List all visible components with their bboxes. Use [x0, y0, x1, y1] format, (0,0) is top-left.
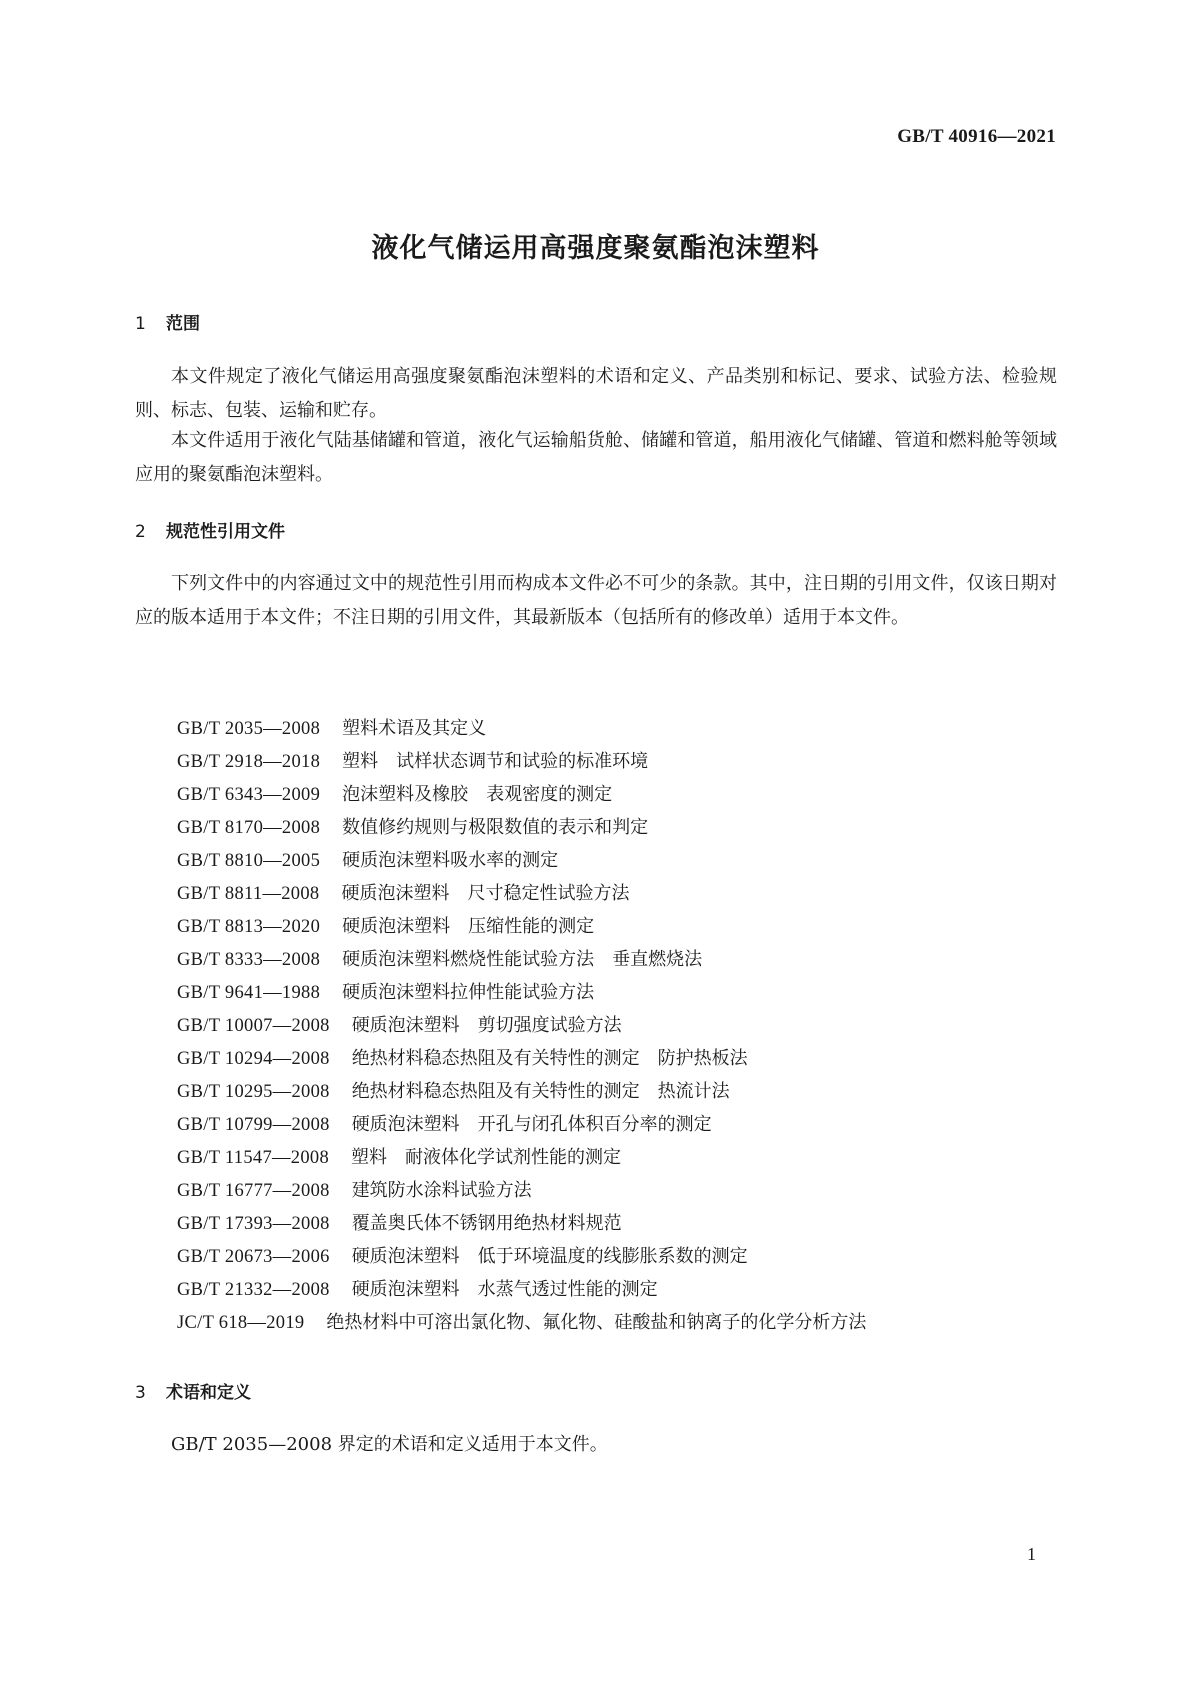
reference-title: 数值修约规则与极限数值的表示和判定 — [342, 817, 649, 838]
reference-item — [177, 811, 866, 844]
reference-item — [177, 1075, 866, 1108]
normative-references-paragraph: 下列文件中的内容通过文中的规范性引用而构成本文件必不可少的条款。其中，注日期的引用文件，仅该日期对应的版本适用于本文件；不注日期的引用文件，其最新版本（包括所有的修改单）适用于本文件。 — [135, 573, 1057, 628]
scope-paragraph-1: 本文件规定了液化气储运用高强度聚氨酯泡沫塑料的术语和定义、产品类别和标记、要求、试验方法、检验规则、标志、包装、运输和贮存。 — [135, 366, 1057, 421]
reference-code: GB/T 6343—2009 — [177, 785, 321, 805]
reference-code: GB/T 2035—2008 — [177, 719, 321, 739]
reference-title: 塑料术语及其定义 — [342, 718, 487, 739]
document-title: 液化气储运用高强度聚氨酯泡沫塑料 — [371, 233, 820, 264]
reference-item — [177, 1273, 866, 1306]
reference-item — [177, 1042, 866, 1075]
reference-code: GB/T 8813—2020 — [177, 917, 321, 937]
section-1-heading — [135, 309, 200, 334]
reference-item — [177, 877, 866, 910]
standard-number: GB/T 40916—2021 — [897, 126, 1056, 147]
reference-item — [177, 1174, 866, 1207]
reference-code: GB/T 2918—2018 — [177, 752, 321, 772]
reference-item — [177, 976, 866, 1009]
terms-paragraph: GB/T 2035—2008 界定的术语和定义适用于本文件。 — [171, 1434, 608, 1455]
reference-title: 硬质泡沫塑料 开孔与闭孔体积百分率的测定 — [351, 1114, 712, 1135]
section-3-number: 3 — [135, 1383, 146, 1403]
reference-item — [177, 910, 866, 943]
reference-code: GB/T 16777—2008 — [177, 1181, 330, 1201]
reference-title: 泡沫塑料及橡胶 表观密度的测定 — [342, 784, 613, 805]
reference-item — [177, 778, 866, 811]
reference-code: JC/T 618—2019 — [177, 1313, 305, 1333]
section-1-number: 1 — [135, 314, 146, 334]
reference-title: 建筑防水涂料试验方法 — [351, 1180, 532, 1201]
section-2-title: 规范性引用文件 — [166, 522, 285, 542]
reference-item — [177, 745, 866, 778]
scope-paragraph-2: 本文件适用于液化气陆基储罐和管道，液化气运输船货舱、储罐和管道，船用液化气储罐、管道和燃料舱等领域应用的聚氨酯泡沫塑料。 — [135, 430, 1057, 485]
reference-code: GB/T 21332—2008 — [177, 1280, 330, 1300]
reference-code: GB/T 8170—2008 — [177, 818, 321, 838]
reference-code: GB/T 10295—2008 — [177, 1082, 330, 1102]
reference-code: GB/T 8810—2005 — [177, 851, 321, 871]
reference-item — [177, 1306, 866, 1339]
reference-title: 硬质泡沫塑料拉伸性能试验方法 — [342, 982, 595, 1003]
section-3-title: 术语和定义 — [166, 1383, 251, 1403]
reference-code: GB/T 10799—2008 — [177, 1115, 330, 1135]
reference-title: 硬质泡沫塑料 尺寸稳定性试验方法 — [341, 883, 630, 904]
reference-code: GB/T 10007—2008 — [177, 1016, 330, 1036]
reference-code: GB/T 9641—1988 — [177, 983, 321, 1003]
reference-code: GB/T 8811—2008 — [177, 884, 320, 904]
reference-title: 绝热材料中可溶出氯化物、氟化物、硅酸盐和钠离子的化学分析方法 — [326, 1312, 867, 1333]
reference-title: 覆盖奥氏体不锈钢用绝热材料规范 — [351, 1213, 622, 1234]
reference-code: GB/T 8333—2008 — [177, 950, 321, 970]
reference-item — [177, 1240, 866, 1273]
reference-item — [177, 1009, 866, 1042]
reference-item — [177, 943, 866, 976]
reference-title: 硬质泡沫塑料吸水率的测定 — [342, 850, 559, 871]
reference-title: 硬质泡沫塑料 水蒸气透过性能的测定 — [351, 1279, 658, 1300]
reference-title: 塑料 试样状态调节和试验的标准环境 — [342, 751, 649, 772]
reference-title: 硬质泡沫塑料 剪切强度试验方法 — [351, 1015, 622, 1036]
reference-title: 绝热材料稳态热阻及有关特性的测定 热流计法 — [351, 1081, 730, 1102]
reference-item — [177, 844, 866, 877]
reference-item — [177, 1141, 866, 1174]
reference-code: GB/T 10294—2008 — [177, 1049, 330, 1069]
reference-title: 绝热材料稳态热阻及有关特性的测定 防护热板法 — [351, 1048, 748, 1069]
reference-title: 硬质泡沫塑料燃烧性能试验方法 垂直燃烧法 — [342, 949, 703, 970]
reference-title: 塑料 耐液体化学试剂性能的测定 — [351, 1147, 621, 1168]
section-3-heading — [135, 1378, 251, 1403]
reference-item — [177, 1207, 866, 1240]
reference-item — [177, 712, 866, 745]
section-1-title: 范围 — [166, 314, 200, 334]
reference-title: 硬质泡沫塑料 压缩性能的测定 — [342, 916, 595, 937]
reference-title: 硬质泡沫塑料 低于环境温度的线膨胀系数的测定 — [351, 1246, 748, 1267]
page-number: 1 — [1027, 1544, 1036, 1564]
section-2-number: 2 — [135, 522, 146, 542]
reference-code: GB/T 11547—2008 — [177, 1148, 329, 1168]
section-2-heading — [135, 517, 285, 542]
reference-item — [177, 1108, 866, 1141]
reference-code: GB/T 17393—2008 — [177, 1214, 330, 1234]
reference-code: GB/T 20673—2006 — [177, 1247, 330, 1267]
reference-list — [177, 712, 866, 1339]
